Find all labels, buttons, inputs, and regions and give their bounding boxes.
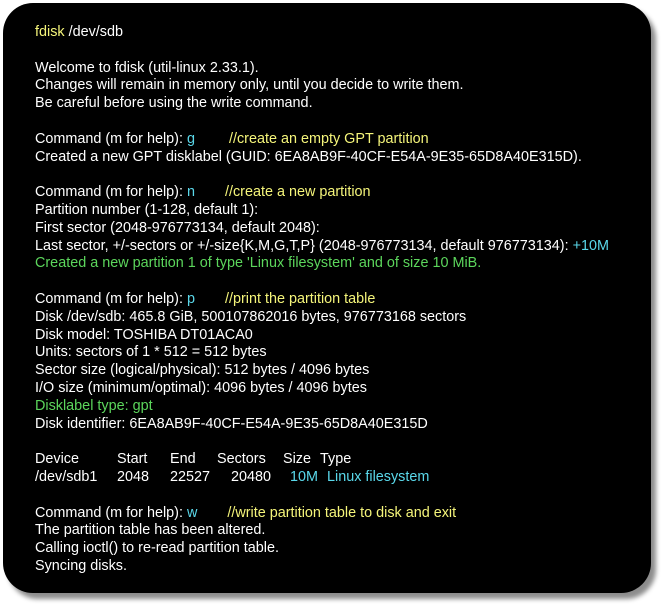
output-line: Calling ioctl() to re-read partition table.: [35, 540, 279, 557]
cell-start: 2048: [117, 468, 150, 485]
output-line: Disk identifier: 6EA8AB9F-40CF-E54A-9E35-65D8A40E315D: [35, 415, 428, 432]
col-device: Device: [35, 451, 79, 468]
welcome-line: Be careful before using the write command.: [35, 95, 313, 112]
comment: //create an empty GPT partition: [228, 130, 429, 147]
output-line: Syncing disks.: [35, 557, 127, 574]
welcome-line: Changes will remain in memory only, until you decide to write them.: [35, 77, 464, 94]
cell-type: Linux filesystem: [327, 468, 430, 485]
welcome-line: Welcome to fdisk (util-linux 2.33.1).: [35, 59, 259, 76]
success-line: Created a new partition 1 of type 'Linux filesystem' and of size 10 MiB.: [35, 255, 482, 272]
table-row: [35, 469, 641, 487]
output-line: I/O size (minimum/optimal): 4096 bytes / 4096 bytes: [35, 379, 367, 396]
cell-sectors: 20480: [231, 468, 272, 485]
input-key: w: [186, 504, 198, 521]
output-line: Disk model: TOSHIBA DT01ACA0: [35, 326, 253, 343]
command-argument: /dev/sdb: [64, 24, 123, 40]
last-sector-prompt: Last sector, +/-sectors or +/-size{K,M,G,T,P} (2048-976773134, default 976773134):: [35, 237, 573, 254]
col-start: Start: [117, 451, 148, 468]
prompt-text: Command (m for help):: [35, 290, 187, 307]
prompt-text: Command (m for help):: [35, 130, 187, 147]
prompt-text: Command (m for help):: [35, 184, 187, 201]
last-sector-input: +10M: [572, 237, 609, 254]
prompt-line-w: [35, 505, 641, 523]
prompt-line-g: [35, 131, 641, 149]
disklabel-line: Disklabel type: gpt: [35, 397, 153, 414]
col-sectors: Sectors: [217, 451, 266, 468]
col-end: End: [170, 451, 196, 468]
input-key: n: [186, 184, 195, 201]
terminal-output: [35, 24, 641, 576]
table-header: [35, 451, 641, 469]
output-line: Sector size (logical/physical): 512 bytes / 4096 bytes: [35, 362, 370, 379]
output-line: First sector (2048-976773134, default 2048):: [35, 219, 320, 236]
cell-size: 10M: [290, 468, 318, 485]
prompt-line-n: [35, 184, 641, 202]
output-line: Disk /dev/sdb: 465.8 GiB, 500107862016 bytes, 976773168 sectors: [35, 308, 467, 325]
prompt-line-p: [35, 291, 641, 309]
output-line: Created a new GPT disklabel (GUID: 6EA8AB9F-40CF-E54A-9E35-65D8A40E315D).: [35, 148, 582, 165]
comment: //create a new partition: [224, 184, 371, 201]
comment: //write partition table to disk and exit: [227, 504, 457, 521]
output-line: Partition number (1-128, default 1):: [35, 201, 259, 218]
input-key: g: [186, 130, 195, 147]
cell-end: 22527: [170, 468, 211, 485]
comment: //print the partition table: [224, 290, 376, 307]
output-line: [35, 238, 641, 256]
terminal-window: [3, 3, 651, 593]
command-line: [35, 24, 641, 42]
cell-device: /dev/sdb1: [35, 468, 98, 485]
col-type: Type: [320, 451, 352, 468]
command-name: fdisk: [35, 24, 65, 40]
output-line: Units: sectors of 1 * 512 = 512 bytes: [35, 344, 267, 361]
prompt-text: Command (m for help):: [35, 504, 187, 521]
output-line: The partition table has been altered.: [35, 522, 266, 539]
input-key: p: [186, 290, 195, 307]
col-size: Size: [283, 451, 311, 468]
